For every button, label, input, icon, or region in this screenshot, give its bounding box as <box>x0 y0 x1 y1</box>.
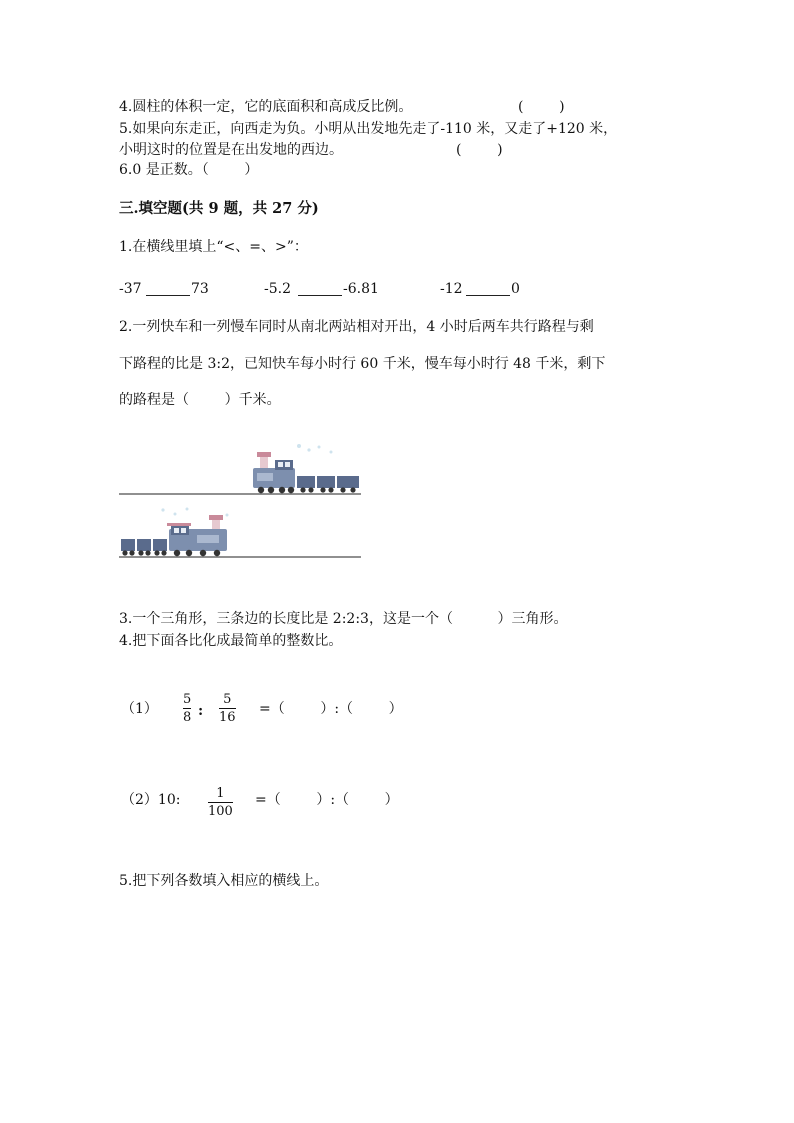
judge-q5-paren: ( ) <box>456 142 503 158</box>
fraction-5-8: 5 8 <box>183 692 192 725</box>
fill-q2-line1: 2.一列快车和一列慢车同时从南北两站相对开出，4 小时后两车共行路程与剩 <box>119 319 594 335</box>
answer-blank[interactable] <box>298 295 342 296</box>
compare-1-right: 73 <box>191 281 209 297</box>
fill-q3: 3.一个三角形，三条边的长度比是 2:2:3，这是一个（ ）三角形。 <box>119 611 568 627</box>
fill-q4-text: 4.把下面各比化成最简单的整数比。 <box>119 633 343 649</box>
judge-q4-paren: ( ) <box>518 99 565 115</box>
section-title: 三.填空题(共 9 题，共 27 分) <box>119 200 319 217</box>
fill-q2-line3: 的路程是（ ）千米。 <box>119 392 281 408</box>
ratio-1-label: （1） <box>121 701 158 717</box>
judge-q4: 4.圆柱的体积一定，它的底面积和高成反比例。 <box>119 99 413 115</box>
judge-q5-line2: 小明这时的位置是在出发地的西边。 <box>119 142 343 158</box>
ratio-2-answer[interactable]: =（ ）:（ ） <box>255 792 399 808</box>
compare-3-right: 0 <box>511 281 520 297</box>
ratio-1-answer[interactable]: =（ ）:（ ） <box>259 701 403 717</box>
fill-q2-line2: 下路程的比是 3:2，已知快车每小时行 60 千米，慢车每小时行 48 千米，剩下 <box>119 356 606 372</box>
judge-q5-line1: 5.如果向东走正，向西走为负。小明从出发地先走了-110 米，又走了+120 米， <box>119 121 618 137</box>
ratio-2-label: （2）10: <box>121 792 181 808</box>
compare-2-right: -6.81 <box>343 281 379 297</box>
fill-q5: 5.把下列各数填入相应的横线上。 <box>119 873 329 889</box>
answer-blank[interactable] <box>146 295 190 296</box>
compare-1-left: -37 <box>119 281 142 297</box>
compare-2-left: -5.2 <box>264 281 291 297</box>
train-illustration-top <box>119 440 364 500</box>
fraction-1-100: 1 100 <box>208 786 233 819</box>
ratio-colon: : <box>198 703 204 719</box>
judge-q6: 6.0 是正数。（ ） <box>119 162 259 178</box>
answer-blank[interactable] <box>466 295 510 296</box>
compare-3-left: -12 <box>440 281 463 297</box>
fraction-5-16: 5 16 <box>219 692 236 725</box>
fill-q1-text: 1.在横线里填上“<、=、>”： <box>119 239 308 255</box>
train-illustration-bottom <box>119 505 364 563</box>
